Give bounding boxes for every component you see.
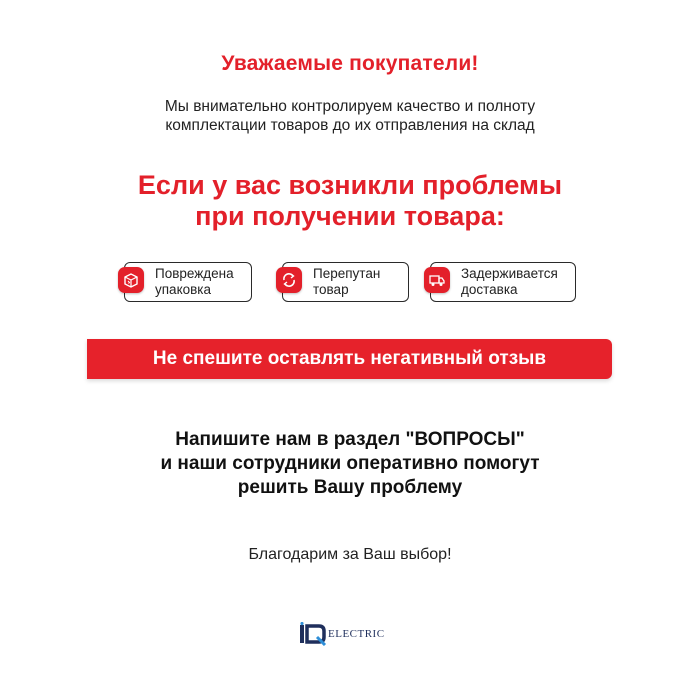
iq-logo-icon	[299, 622, 327, 646]
delivery-truck-icon	[424, 267, 450, 293]
warning-banner: Не спешите оставлять негативный отзыв	[87, 339, 612, 379]
cta-line-1: Напишите нам в раздел "ВОПРОСЫ"	[175, 429, 525, 450]
problem-card-delivery-delay	[430, 262, 576, 302]
damaged-box-icon	[118, 267, 144, 293]
problem-card-wrong-item	[282, 262, 409, 302]
logo-text: ELECTRIC	[328, 628, 385, 640]
cta-line-2: и наши сотрудники оперативно помогут	[160, 453, 540, 474]
problems-heading-line-1: Если у вас возникли проблемы	[137, 170, 563, 200]
problem-card-damaged-packaging	[124, 262, 252, 302]
cta-line-3: решить Вашу проблему	[237, 477, 463, 498]
intro-line-1: Мы внимательно контролируем качество и полноту	[164, 98, 536, 115]
thanks-text: Благодарим за Ваш выбор!	[248, 546, 452, 563]
problem-card-label: Повреждена упаковка	[155, 266, 234, 297]
problem-card-label: Перепутан товар	[313, 266, 381, 297]
problems-heading-line-2: при получении товара:	[195, 201, 505, 231]
swap-icon	[276, 267, 302, 293]
problems-heading	[0, 170, 700, 232]
intro-line-2: комплектации товаров до их отправления на склад	[165, 117, 535, 134]
brand-logo	[299, 622, 399, 646]
greeting-heading: Уважаемые покупатели!	[221, 52, 479, 75]
intro-text	[0, 97, 700, 135]
problem-card-label: Задерживается доставка	[461, 266, 558, 297]
contact-instructions	[0, 428, 700, 500]
